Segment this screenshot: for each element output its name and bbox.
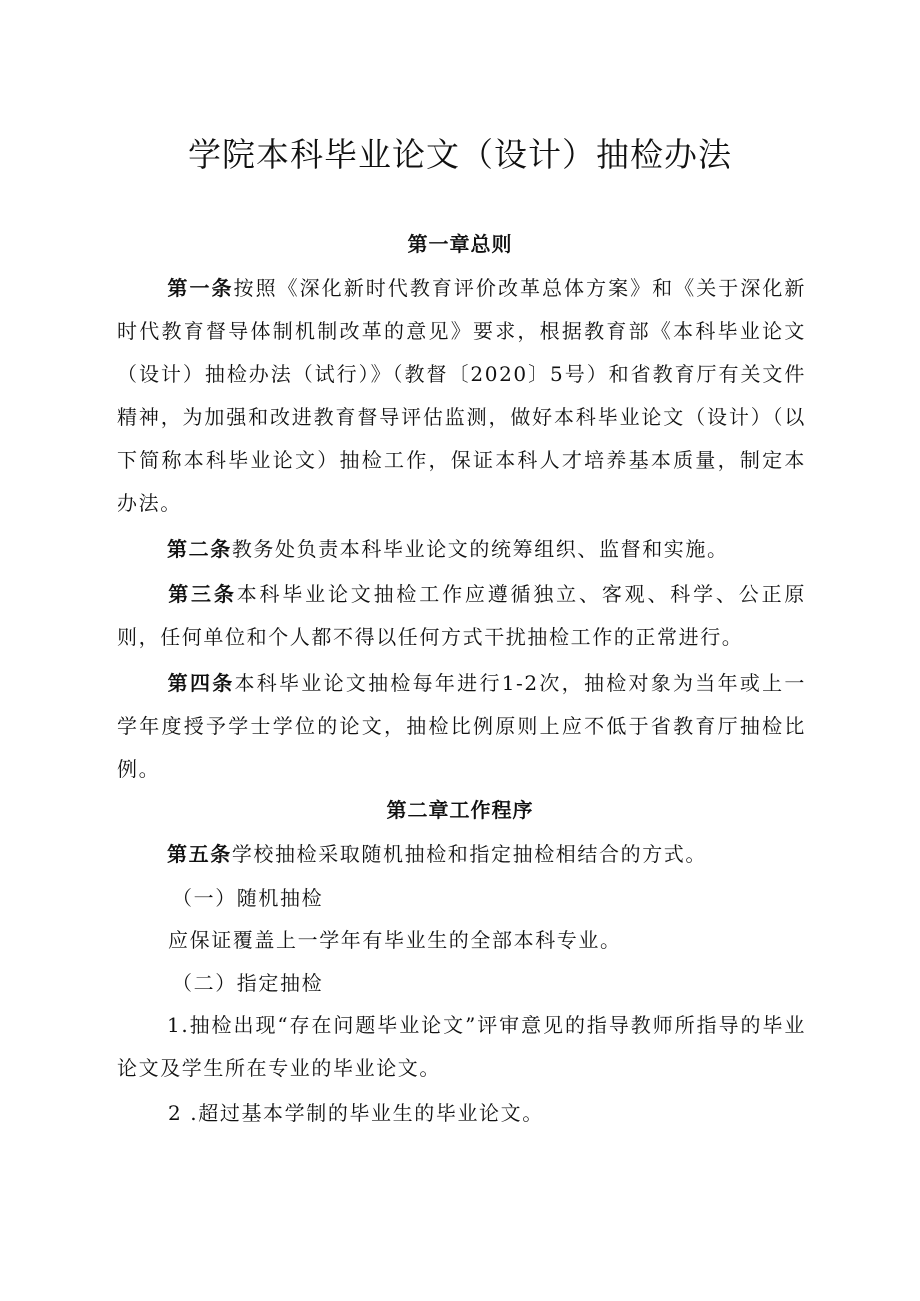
article-3-label: 第三条 <box>167 582 237 606</box>
article-5-text: 学校抽检采取随机抽检和指定抽检相结合的方式。 <box>231 842 708 866</box>
article-2-text: 教务处负责本科毕业论文的统筹组织、监督和实施。 <box>231 537 729 561</box>
document-title: 学院本科毕业论文（设计）抽检办法 <box>188 135 732 174</box>
article-2-label: 第二条 <box>167 537 232 561</box>
random-check-text: 应保证覆盖上一学年有毕业生的全部本科专业。 <box>168 928 622 952</box>
article-3 <box>117 573 806 659</box>
designated-check-heading: （二）指定抽检 <box>172 971 324 995</box>
article-5-label: 第五条 <box>167 842 232 866</box>
designated-item-2: 2 .超过基本学制的毕业生的毕业论文。 <box>168 1101 544 1125</box>
article-1-label: 第一条 <box>167 276 234 300</box>
chapter-1-heading: 第一章总则 <box>407 232 513 256</box>
article-4 <box>117 662 806 791</box>
article-4-text: 本科毕业论文抽检每年进行1-2次，抽检对象为当年或上一学年度授予学士学位的论文，抽检比例原则上应不低于省教育厅抽检比例。 <box>117 671 806 781</box>
chapter-2-heading: 第二章工作程序 <box>386 798 534 822</box>
article-2 <box>117 528 806 571</box>
article-3-text: 本科毕业论文抽检工作应遵循独立、客观、科学、公正原则，任何单位和个人都不得以任何方式干扰抽检工作的正常进行。 <box>117 582 806 649</box>
article-4-label: 第四条 <box>167 671 235 695</box>
random-check-heading: （一）随机抽检 <box>172 886 324 910</box>
designated-item-1 <box>117 1004 806 1090</box>
designated-item-1-text: 1.抽检出现“存在问题毕业论文”评审意见的指导教师所指导的毕业论文及学生所在专业的毕业论文。 <box>117 1013 806 1080</box>
article-5 <box>117 833 806 876</box>
article-1 <box>117 267 806 525</box>
article-1-text: 按照《深化新时代教育评价改革总体方案》和《关于深化新时代教育督导体制机制改革的意见》要求，根据教育部《本科毕业论文（设计）抽检办法（试行）》（教督〔2020〕5号）和省教育厅有关文件精神，为加强和改进教育督导评估监测，做好本科毕业论文（设计）（以下简称本科毕业论文）抽检工作，保证本科人才培养基本质量，制定本办法。 <box>117 276 806 515</box>
